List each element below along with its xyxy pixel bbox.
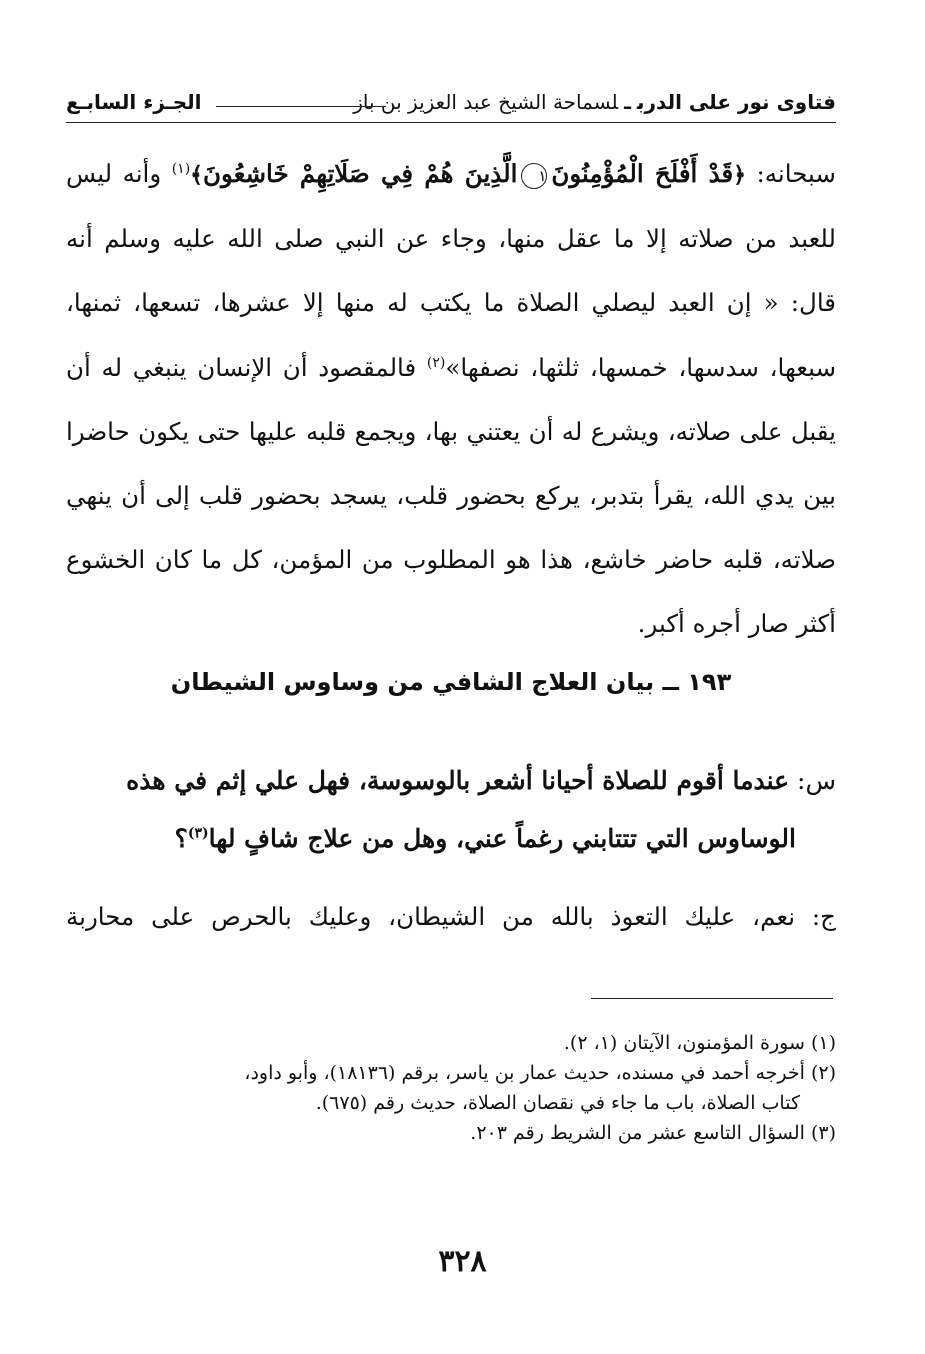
footnote-text: سورة المؤمنون، الآيتان (١، ٢). [563, 1032, 805, 1054]
ayah-number-marker: ١ [521, 163, 547, 189]
footnote-ref-3: (٣) [187, 825, 209, 842]
section-heading: ١٩٣ ــ بيان العلاج الشافي من وساوس الشيطان [170, 668, 732, 696]
question-line-2-wrap [66, 810, 836, 868]
footnotes [66, 1028, 836, 1148]
footnote-number: (٢) [810, 1062, 836, 1084]
header-part: الجـزء السابـع [66, 90, 202, 114]
footnote-divider [591, 998, 833, 999]
footnote-text: أخرجه أحمد في مسنده، حديث عمار بن ياسر، برقم (١٨١٣٦)، وأبو داود، [244, 1062, 805, 1084]
main-paragraph [66, 142, 836, 657]
footnote-3 [66, 1118, 836, 1148]
answer-block [66, 888, 836, 946]
footnote-1 [66, 1028, 836, 1058]
footnote-number: (١) [810, 1032, 836, 1054]
quran-part-2: الَّذِينَ هُمْ فِي صَلَاتِهِمْ خَاشِعُونَ [203, 159, 518, 188]
question-line-2: الوساوس التي تتتابني رغماً عني، وهل من علاج شافٍ لها [208, 824, 796, 853]
question-label: س: [797, 766, 836, 795]
quran-part-1: قَدْ أَفْلَحَ الْمُؤْمِنُونَ [551, 159, 734, 188]
footnote-text: السؤال التاسع عشر من الشريط رقم ٢٠٣. [470, 1122, 805, 1144]
footnote-number: (٣) [810, 1122, 836, 1144]
page-number: ٣٢٨ [438, 1244, 487, 1279]
footnote-ref-2: (٢) [426, 354, 446, 371]
header-author: لسماحة الشيخ عبد العزيز بن باز [353, 90, 619, 114]
paragraph-start: سبحانه: [756, 159, 836, 188]
quran-close-bracket: ﴾ [190, 162, 204, 188]
quran-verse [190, 159, 746, 188]
quran-open-bracket: ﴿ [733, 162, 747, 188]
header-separator: ـ [624, 90, 632, 114]
header-book-title [353, 90, 836, 114]
paragraph-rest: فالمقصود أن الإنسان ينبغي له أن يقبل على صلاته، ويشرع له أن يعتني بها، ويجمع قلبه عليها حتى يكون حاضرا بين يدي الله، يقرأ بتدبر، يركع بحضور قلب، يسجد بحضور قلب إلى أن ينهي صلاته، قلبه حاضر خاشع، هذا هو المطلوب من المؤمن، كل ما كان الخشوع أكثر صار أجره أكبر. [66, 352, 836, 639]
footnote-2 [66, 1058, 836, 1118]
footnote-text-continued: كتاب الصلاة، باب ما جاء في نقصان الصلاة، حديث رقم (٦٧٥). [315, 1092, 800, 1114]
answer-text: نعم، عليك التعوذ بالله من الشيطان، وعليك بالحرص على محاربة [66, 902, 796, 931]
hadith-text: وأنه ليس للعبد من صلاته إلا ما عقل منها، وجاء عن النبي صلى الله عليه وسلم أنه قال: « إن العبد ليصلي الصلاة ما يكتب له منها إلا عشرها، تسعها، ثمنها، سبعها، سدسها، خمسها، ثلثها، نصفها» [66, 159, 836, 382]
question-mark: ؟ [174, 824, 188, 853]
running-header [66, 86, 836, 123]
footnote-ref-1: (١) [171, 160, 191, 177]
answer-label: ج: [811, 902, 836, 931]
question-block [66, 752, 836, 868]
question-line-1: عندما أقوم للصلاة أحيانا أشعر بالوسوسة، فهل علي إثم في هذه [126, 766, 790, 795]
header-rule [216, 106, 386, 107]
header-title-text: فتاوى نور على الدرب [637, 90, 836, 114]
